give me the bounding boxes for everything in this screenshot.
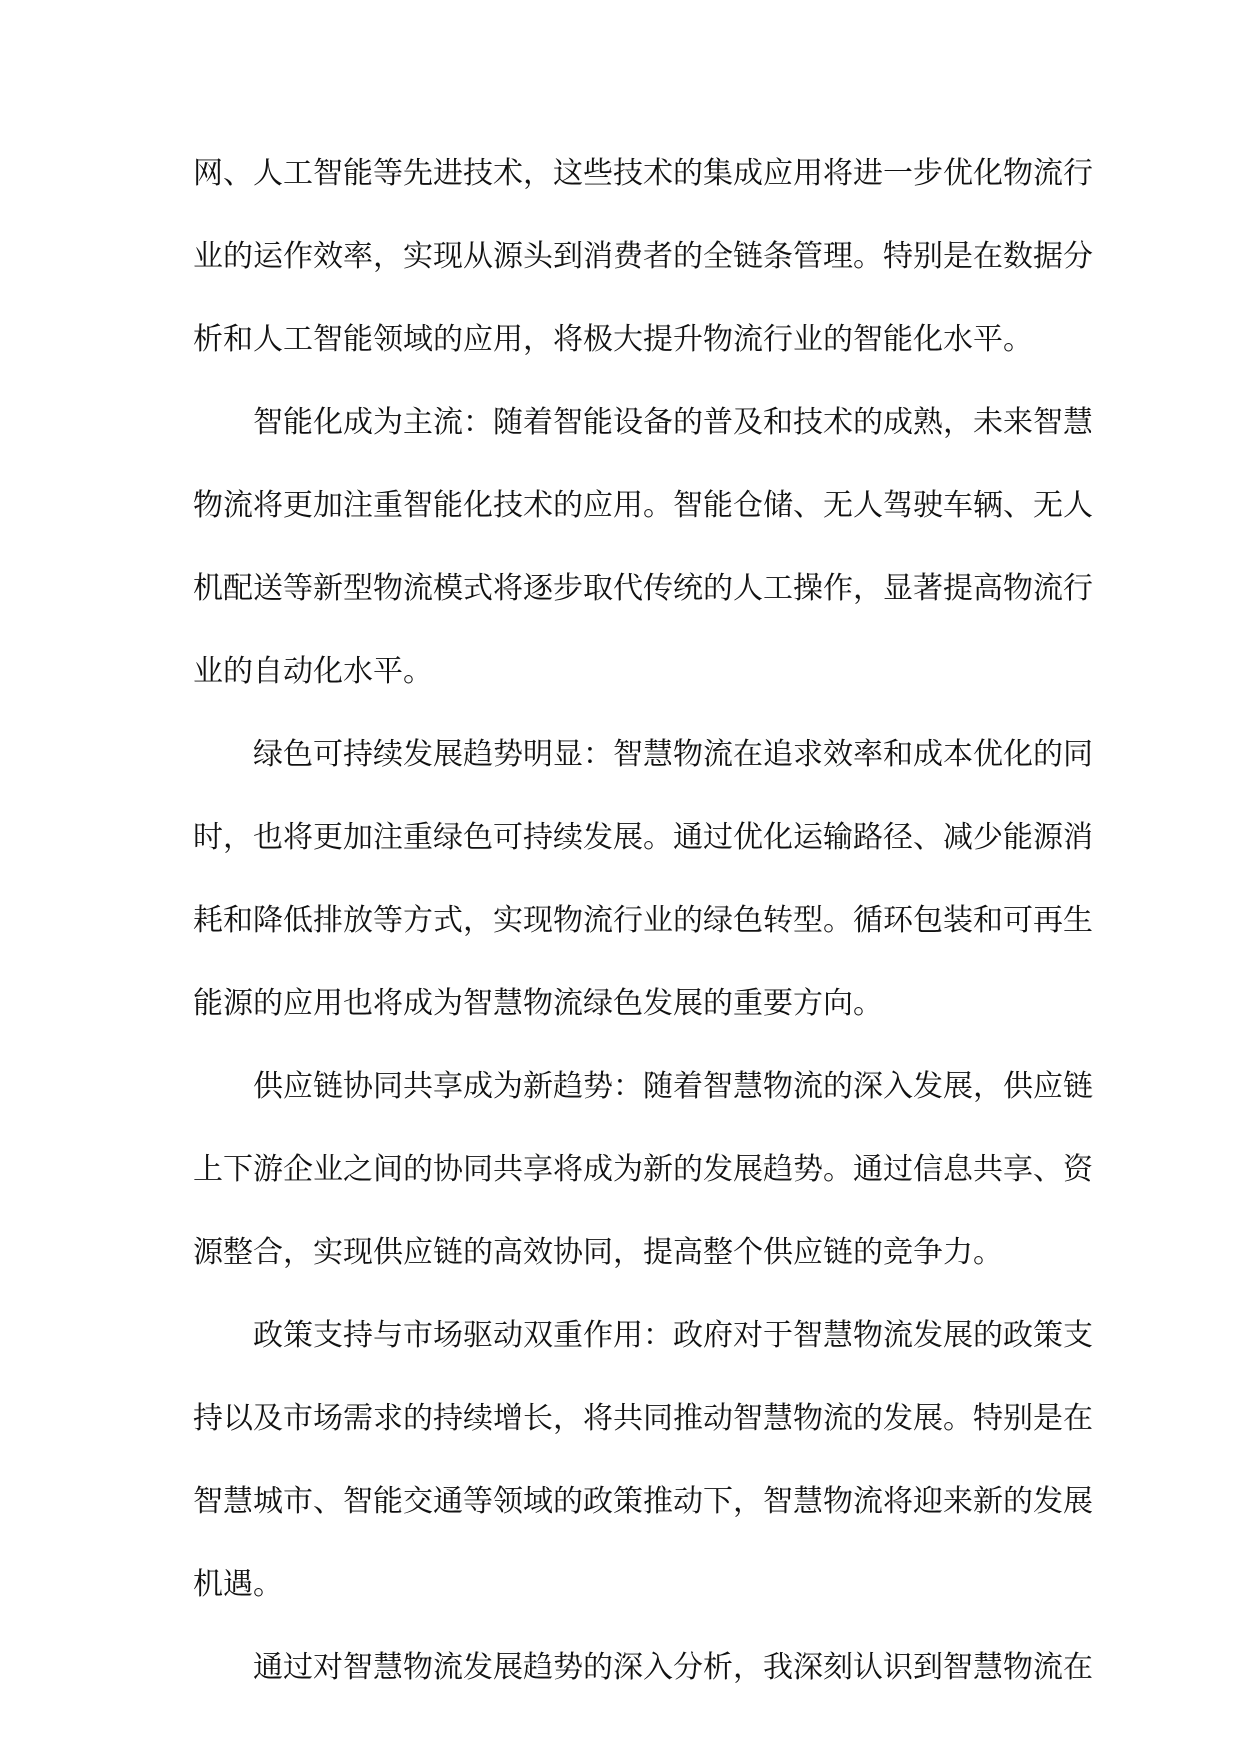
text-line: 持 以 及 市 场 需 求 的 持 续 增 长 ， 将 共 同 推 动 智 慧 物 流 的 发 展 。 特 别 是 在 bbox=[193, 1401, 1093, 1436]
text-line: 机遇。 bbox=[193, 1567, 283, 1602]
text-line: 析和人工智能领域的应用，将极大提升物流行业的智能化水平。 bbox=[193, 322, 1033, 357]
body-text bbox=[193, 148, 1093, 1725]
text-line: 绿 色 可 持 续 发 展 趋 势 明 显 ： 智 慧 物 流 在 追 求 效 率 和 成 本 优 化 的 同 bbox=[253, 737, 1093, 772]
text-line: 网 、 人 工 智 能 等 先 进 技 术 ， 这 些 技 术 的 集 成 应 用 将 进 一 步 优 化 物 流 行 bbox=[193, 156, 1093, 191]
text-line: 智 能 化 成 为 主 流 ： 随 着 智 能 设 备 的 普 及 和 技 术 的 成 熟 ， 未 来 智 慧 bbox=[253, 405, 1093, 440]
text-line: 业 的 运 作 效 率 ， 实 现 从 源 头 到 消 费 者 的 全 链 条 管 理 。 特 别 是 在 数 据 分 bbox=[193, 239, 1093, 274]
text-line: 机 配 送 等 新 型 物 流 模 式 将 逐 步 取 代 传 统 的 人 工 操 作 ， 显 著 提 高 物 流 行 bbox=[193, 571, 1093, 606]
text-line: 源整合，实现供应链的高效协同，提高整个供应链的竞争力。 bbox=[193, 1235, 1003, 1270]
text-line: 通 过 对 智 慧 物 流 发 展 趋 势 的 深 入 分 析 ， 我 深 刻 认 识 到 智 慧 物 流 在 bbox=[253, 1650, 1093, 1685]
text-line: 耗 和 降 低 排 放 等 方 式 ， 实 现 物 流 行 业 的 绿 色 转 型 。 循 环 包 装 和 可 再 生 bbox=[193, 903, 1093, 938]
text-line: 供 应 链 协 同 共 享 成 为 新 趋 势 ： 随 着 智 慧 物 流 的 深 入 发 展 ， 供 应 链 bbox=[253, 1069, 1093, 1104]
text-line: 智 慧 城 市 、 智 能 交 通 等 领 域 的 政 策 推 动 下 ， 智 慧 物 流 将 迎 来 新 的 发 展 bbox=[193, 1484, 1093, 1519]
text-line: 政 策 支 持 与 市 场 驱 动 双 重 作 用 ： 政 府 对 于 智 慧 物 流 发 展 的 政 策 支 bbox=[253, 1318, 1093, 1353]
text-line: 能源的应用也将成为智慧物流绿色发展的重要方向。 bbox=[193, 986, 883, 1021]
text-line: 时 ， 也 将 更 加 注 重 绿 色 可 持 续 发 展 。 通 过 优 化 运 输 路 径 、 减 少 能 源 消 bbox=[193, 820, 1093, 855]
text-line: 上 下 游 企 业 之 间 的 协 同 共 享 将 成 为 新 的 发 展 趋 势 。 通 过 信 息 共 享 、 资 bbox=[193, 1152, 1093, 1187]
text-line: 业的自动化水平。 bbox=[193, 654, 433, 689]
text-line: 物 流 将 更 加 注 重 智 能 化 技 术 的 应 用 。 智 能 仓 储 、 无 人 驾 驶 车 辆 、 无 人 bbox=[193, 488, 1093, 523]
